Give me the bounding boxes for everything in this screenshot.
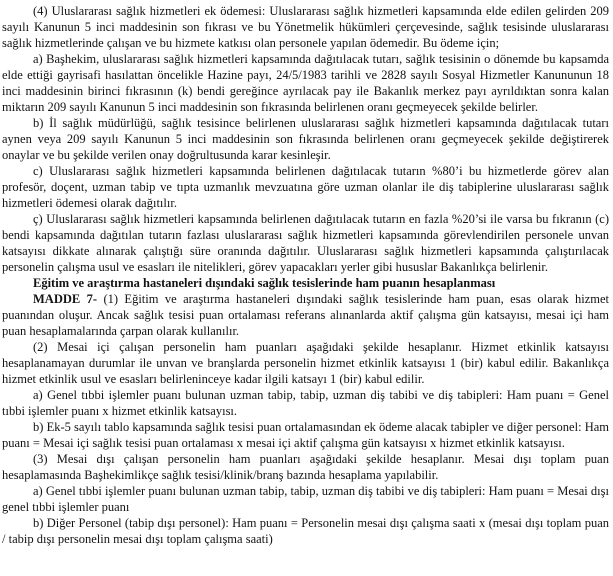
paragraph-4c2-dagitim-20: ç) Uluslararası sağlık hizmetleri kapsamında belirlenen dağıtılacak tutarın en fazla %20’si ile varsa bu fıkranın (c) bendi kapsamında dağıtılan tutarın fazlası uluslararası sağlık hizmetleri kapsamında görevlendirilen personele unvan katsayısı dikkate alınarak çalıştığı süre oranında dağıtılır. Uluslararası sağlık hizmetleri kapsamında çalıştırılacak personelin çalışma usul ve esasları ile nitelikleri, görev yapacakları yerler gibi hususlar Bakanlıkça belirlenir.: [2, 212, 609, 274]
paragraph-4a-bashekim: a) Başhekim, uluslararası sağlık hizmetleri kapsamında dağıtılacak tutarı, sağlık tesisinin o dönemde bu kapsamda elde ettiği gayrisafi hasılattan öncelikle Hazine payı, 24/5/1983 tarihli ve 2828 sayılı Sosyal Hizmetler Kanununun 18 inci maddesinin birinci fıkrasının (k) bendi gereğince ayrılacak pay ile Bakanlık merkez payı ayrıldıktan sonra kalan miktarın 209 sayılı Kanunun 5 inci maddesinin son fıkrasında belirlenen oranı geçmeyecek şekilde belirler.: [2, 52, 609, 114]
paragraph-madde7-2-mesai-ici: (2) Mesai içi çalışan personelin ham puanları aşağıdaki şekilde hesaplanır. Hizmet etkinlik katsayısı hesaplanamayan durumlar ile unvan ve branşlarda personelin hizmet etkinlik katsayısı 1 (bir) kabul edilir. Bakanlıkça hizmet etkinlik usul ve esasları belirleninceye kadar ilgili katsayı 1 (bir) kabul edilir.: [2, 340, 609, 386]
madde7-text: (1) Eğitim ve araştırma hastaneleri dışındaki sağlık tesislerinde ham puan, esas olarak hizmet puanından oluşur. Ancak sağlık tesisi puan ortalaması referans alınanlarda aktif çalışma gün katsayısı, mesai içi ham puan hesaplamalarında çarpan olarak kullanılır.: [2, 292, 609, 338]
madde7-label: MADDE 7-: [33, 292, 98, 306]
paragraph-madde7-2a-genel-tibbi: a) Genel tıbbi işlemler puanı bulunan uzman tabip, tabip, uzman diş tabibi ve diş tabipleri: Ham puanı = Genel tıbbi işlemler puanı x hizmet etkinlik katsayısı.: [2, 388, 609, 418]
paragraph-madde7-3b-diger-personel: b) Diğer Personel (tabip dışı personel): Ham puanı = Personelin mesai dışı çalışma saati x (mesai dışı toplam puan / tabip dışı personelin mesai dışı toplam çalışma saati): [2, 516, 609, 546]
paragraph-4b-il-saglik-mudurlugu: b) İl sağlık müdürlüğü, sağlık tesisince belirlenen uluslararası sağlık hizmetleri kapsamında dağıtılacak tutarı aynen veya 209 sayılı Kanunun 5 inci maddesinin son fıkrasında belirlenen oranı geçmeyecek şekilde değiştirerek onaylar ve bu şekilde verilen onay doğrultusunda karar kesinleşir.: [2, 116, 609, 162]
section-heading-ham-puan: Eğitim ve araştırma hastaneleri dışındaki sağlık tesislerinde ham puanın hesaplanması: [33, 276, 496, 290]
paragraph-madde7-2b-ek5-tablo: b) Ek-5 sayılı tablo kapsamında sağlık tesisi puan ortalamasından ek ödeme alacak tabipler ve diğer personel: Ham puanı = Mesai içi sağlık tesisi puan ortalaması x mesai içi aktif çalışma gün katsayısı x hizmet etkinlik katsayısı.: [2, 420, 609, 450]
paragraph-madde7-3a-genel-tibbi: a) Genel tıbbi işlemler puanı bulunan uzman tabip, tabip, uzman diş tabibi ve diş tabipleri: Ham puanı = Mesai dışı genel tıbbi işlemler puanı: [2, 484, 609, 514]
paragraph-madde7-1: [2, 291, 609, 339]
paragraph-4-ek-odemesi: (4) Uluslararası sağlık hizmetleri ek ödemesi: Uluslararası sağlık hizmetleri kapsamında elde edilen gelirden 209 sayılı Kanunun 5 inci maddesinin son fıkrası ve bu Yönetmelik hükümleri çerçevesinde, sağlık tesisinde uluslararası sağlık hizmetlerinde çalışan ve bu hizmete katkısı olan personele yapılan ödemedir. Bu ödeme için;: [2, 4, 609, 50]
paragraph-4c-dagitim-80: c) Uluslararası sağlık hizmetleri kapsamında belirlenen dağıtılacak tutarın %80’i bu hizmetlerde görev alan profesör, doçent, uzman tabip ve tıpta uzmanlık mevzuatına göre uzman olanlar ile diş tabiplerine uluslararası sağlık hizmetleri ödemesi olarak dağıtılır.: [2, 164, 609, 210]
paragraph-madde7-3-mesai-disi: (3) Mesai dışı çalışan personelin ham puanları aşağıdaki şekilde hesaplanır. Mesai dışı toplam puan hesaplamasında Başhekimlikçe sağlık tesisi/klinik/branş bazında hesaplama yapılabilir.: [2, 452, 609, 482]
